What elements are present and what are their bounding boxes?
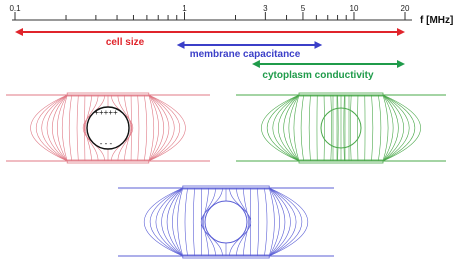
field-line bbox=[378, 95, 381, 161]
field-line bbox=[77, 95, 78, 161]
field-line bbox=[309, 95, 310, 161]
field-line bbox=[178, 188, 183, 256]
field-line bbox=[42, 95, 68, 161]
field-line bbox=[149, 95, 154, 161]
field-panel-mid-frequency bbox=[118, 186, 334, 258]
field-line bbox=[294, 95, 299, 161]
minor-ticks bbox=[66, 15, 346, 20]
field-line bbox=[372, 95, 373, 161]
field-line bbox=[301, 95, 304, 161]
field-line bbox=[62, 95, 67, 161]
field-line bbox=[267, 95, 299, 161]
field-line bbox=[144, 95, 147, 161]
frequency-axis bbox=[9, 4, 453, 26]
membrane-negative-charges: - - - bbox=[99, 139, 113, 148]
axis-unit-label: f [MHz] bbox=[420, 15, 454, 26]
field-line bbox=[156, 188, 183, 256]
axis-tick-label: 5 bbox=[300, 4, 306, 13]
cell-size-label: cell size bbox=[105, 37, 145, 48]
field-line bbox=[383, 95, 409, 161]
cytoplasm-conductivity-label: cytoplasm conductivity bbox=[262, 70, 374, 81]
axis-tick-label: 10 bbox=[349, 4, 359, 13]
field-line bbox=[150, 188, 183, 256]
field-line bbox=[257, 188, 258, 256]
field-line bbox=[269, 188, 302, 256]
membrane-positive-charges: +++++ bbox=[94, 108, 118, 117]
field-line bbox=[383, 95, 388, 161]
membrane-capacitance-label: membrane capacitance bbox=[189, 49, 301, 60]
cell-membrane bbox=[321, 108, 361, 148]
field-line bbox=[69, 95, 72, 161]
field-line bbox=[138, 95, 139, 161]
field-panel-low-frequency bbox=[6, 93, 210, 163]
field-line bbox=[273, 95, 299, 161]
major-ticks bbox=[9, 4, 410, 20]
range-arrows bbox=[19, 32, 401, 81]
axis-tick-label: 20 bbox=[400, 4, 410, 13]
field-line bbox=[185, 188, 188, 256]
cell-membrane bbox=[205, 201, 247, 243]
axis-tick-label: 3 bbox=[263, 4, 268, 13]
field-line bbox=[269, 188, 274, 256]
field-line bbox=[149, 95, 180, 161]
field-line bbox=[383, 95, 415, 161]
axis-tick-label: 0.1 bbox=[9, 4, 21, 13]
field-line bbox=[264, 188, 267, 256]
field-line bbox=[193, 188, 194, 256]
field-line bbox=[269, 188, 296, 256]
axis-tick-label: 1 bbox=[182, 4, 187, 13]
field-line bbox=[149, 95, 175, 161]
field-line bbox=[36, 95, 67, 161]
field-panel-high-frequency bbox=[236, 93, 446, 163]
